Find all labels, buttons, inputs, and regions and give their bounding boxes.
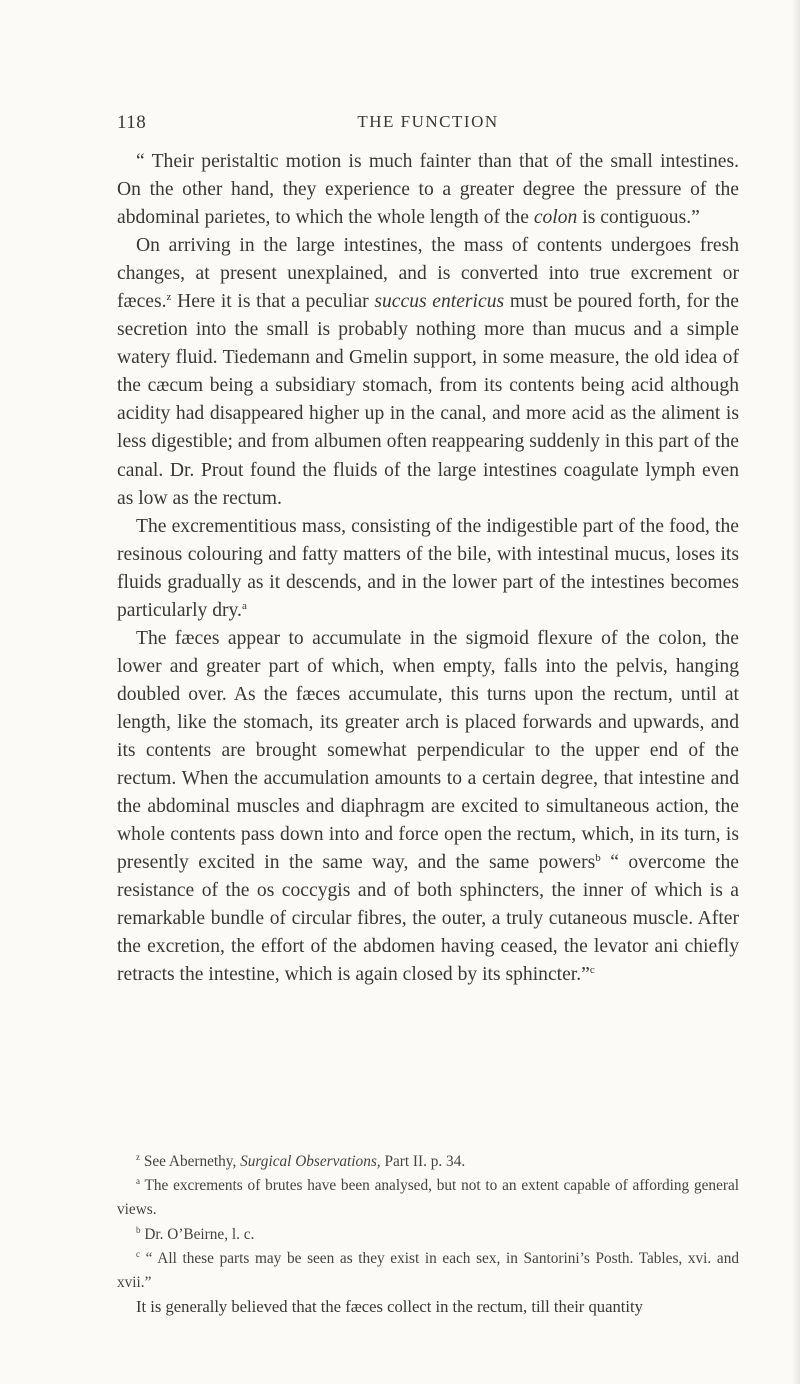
footnotes [117, 1150, 739, 1319]
text-span: Part II. p. 34. [384, 1153, 466, 1170]
italic-title: Surgical Observations, [240, 1153, 381, 1170]
footnote-ref-b: b [595, 852, 601, 865]
text-span: The excrementitious mass, consisting of the indigestible part of the food, the resinous colouring and fatty matters of the bile, with intestinal mucus, loses its fluids gradually as it descends, and in the lower part of the intestines becomes particularly dry. [117, 515, 739, 621]
page-edge-shadow [792, 0, 800, 1384]
text-span: is contiguous.” [582, 207, 700, 229]
footnote-mark: b [136, 1224, 141, 1235]
footnote-b [117, 1223, 739, 1247]
text-span: “ Their peristaltic motion is much fainter than that of the small intestines. On the other hand, they experience to a greater degree the pressure of the abdominal parietes, to which the whole length of the [117, 151, 739, 229]
paragraph-1 [117, 148, 739, 232]
text-span: See Abernethy, [143, 1153, 237, 1170]
footnote-ref-c: c [589, 964, 595, 977]
italic-term: colon [533, 207, 578, 229]
text-span: “ All these parts may be seen as they exist in each sex, in Santorini’s Posth. Tables, xvi. and xvii.” [117, 1249, 740, 1292]
italic-term: succus entericus [374, 291, 505, 313]
footnote-ref-z: z [166, 291, 172, 304]
continuation-line: It is generally believed that the fæces collect in the rectum, till their quantity [136, 1297, 643, 1317]
footnote-mark: a [136, 1176, 140, 1187]
footnote-a [117, 1174, 739, 1222]
running-header [117, 112, 739, 136]
text-span: Dr. O’Beirne, l. c. [144, 1225, 255, 1243]
running-title: THE FUNCTION [357, 112, 499, 131]
paragraph-3 [117, 513, 739, 625]
footnote-mark: c [136, 1248, 140, 1259]
text-span: must be poured forth, for the secretion into the small is probably nothing more than mucus and a simple watery fluid. Tiedemann and Gmelin support, in some measure, the old idea of the cæcum being a subsidiary stomach, from its contents being acid although acidity had disappeared higher up in the canal, and more acid as the aliment is less digestible; and from albumen often reappearing suddenly in this part of the canal. Dr. Prout found the fluids of the large intestines coagulate lymph even as low as the rectum. [117, 291, 739, 509]
paragraph-2 [117, 232, 739, 512]
footnote-z [117, 1150, 739, 1174]
footnote-mark: z [136, 1152, 140, 1162]
text-span: The fæces appear to accumulate in the sigmoid flexure of the colon, the lower and greater part of which, when empty, falls into the pelvis, hanging doubled over. As the fæces accumulate, this turns upon the rectum, until at length, like the stomach, its greater arch is placed forwards and upwards, and its contents are brought somewhat perpendicular to the upper end of the rectum. When the accumulation amounts to a certain degree, that intestine and the abdominal muscles and diaphragm are excited to simultaneous action, the whole contents pass down into and force open the rectum, which, in its turn, is presently excited in the same way, and the same powers [117, 627, 739, 874]
main-text [117, 148, 739, 989]
paragraph-4 [117, 625, 739, 990]
text-span: The excrements of brutes have been analysed, but not to an extent capable of affording general views. [117, 1177, 739, 1219]
text-span: “ overcome the resistance of the os coccygis and of both sphincters, the inner of which is a remarkable bundle of circular fibres, the outer, a truly cutaneous muscle. After the excretion, the effort of the abdomen having ceased, the levator ani chiefly retracts the intestine, which is again closed by its sphincter.” [117, 852, 739, 986]
footnote-ref-a: a [241, 599, 247, 612]
footnote-c [117, 1247, 739, 1295]
page-number: 118 [117, 112, 147, 133]
text-span: On arriving in the large intestines, the mass of contents undergoes fresh changes, at present unexplained, and is converted into true excrement or fæces. [117, 235, 739, 313]
text-span: Here it is that a peculiar [177, 291, 369, 313]
